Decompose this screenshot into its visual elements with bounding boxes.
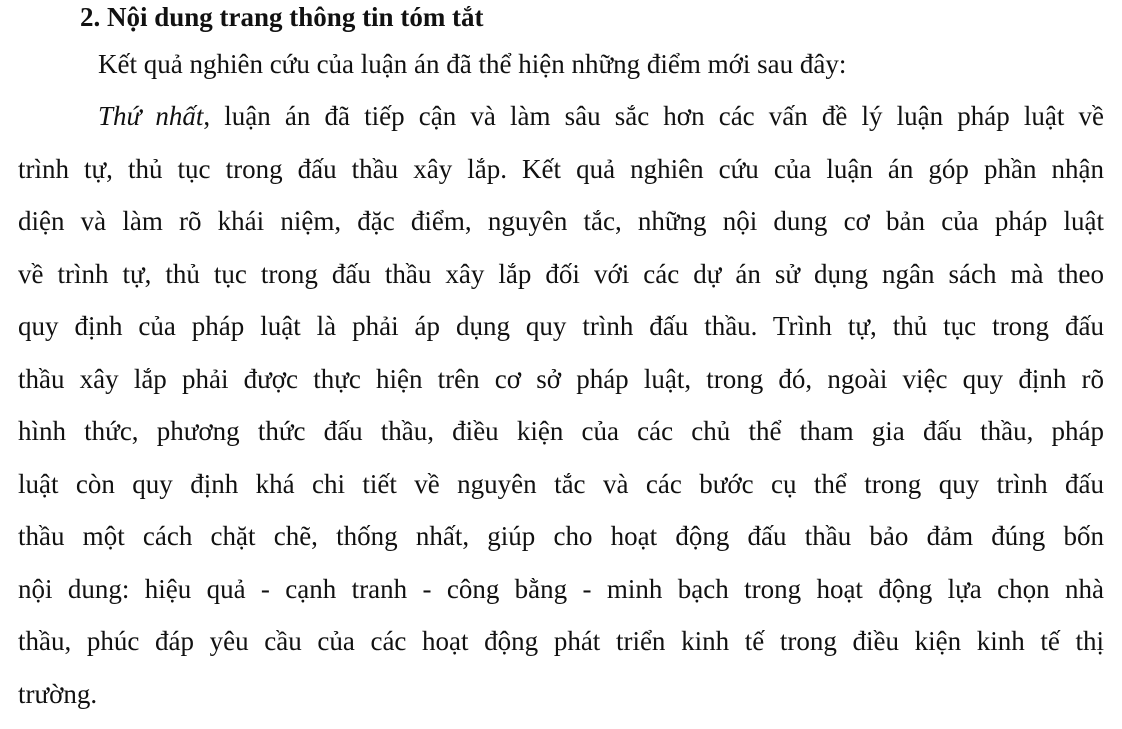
first-point-label: Thứ nhất	[98, 101, 203, 131]
paragraph-line: về trình tự, thủ tục trong đấu thầu xây lắp đối với các dự án sử dụng ngân sách mà theo	[18, 257, 1104, 310]
paragraph-first-point	[18, 99, 1104, 729]
paragraph-line-text: , luận án đã tiếp cận và làm sâu sắc hơn các vấn đề lý luận pháp luật về	[203, 101, 1104, 131]
paragraph-line	[18, 99, 1104, 152]
intro-sentence: Kết quả nghiên cứu của luận án đã thể hiện những điểm mới sau đây:	[98, 47, 846, 81]
paragraph-line: thầu xây lắp phải được thực hiện trên cơ sở pháp luật, trong đó, ngoài việc quy định rõ	[18, 362, 1104, 415]
paragraph-line: luật còn quy định khá chi tiết về nguyên tắc và các bước cụ thể trong quy trình đấu	[18, 467, 1104, 520]
paragraph-line: thầu một cách chặt chẽ, thống nhất, giúp cho hoạt động đấu thầu bảo đảm đúng bốn	[18, 519, 1104, 572]
paragraph-line: trường.	[18, 677, 1104, 729]
paragraph-line: thầu, phúc đáp yêu cầu của các hoạt động phát triển kinh tế trong điều kiện kinh tế thị	[18, 624, 1104, 677]
paragraph-line: hình thức, phương thức đấu thầu, điều kiện của các chủ thể tham gia đấu thầu, pháp	[18, 414, 1104, 467]
paragraph-line: diện và làm rõ khái niệm, đặc điểm, nguyên tắc, những nội dung cơ bản của pháp luật	[18, 204, 1104, 257]
paragraph-line: nội dung: hiệu quả - cạnh tranh - công bằng - minh bạch trong hoạt động lựa chọn nhà	[18, 572, 1104, 625]
paragraph-line: quy định của pháp luật là phải áp dụng quy trình đấu thầu. Trình tự, thủ tục trong đấu	[18, 309, 1104, 362]
paragraph-line: trình tự, thủ tục trong đấu thầu xây lắp. Kết quả nghiên cứu của luận án góp phần nhận	[18, 152, 1104, 205]
section-heading: 2. Nội dung trang thông tin tóm tắt	[80, 0, 484, 34]
